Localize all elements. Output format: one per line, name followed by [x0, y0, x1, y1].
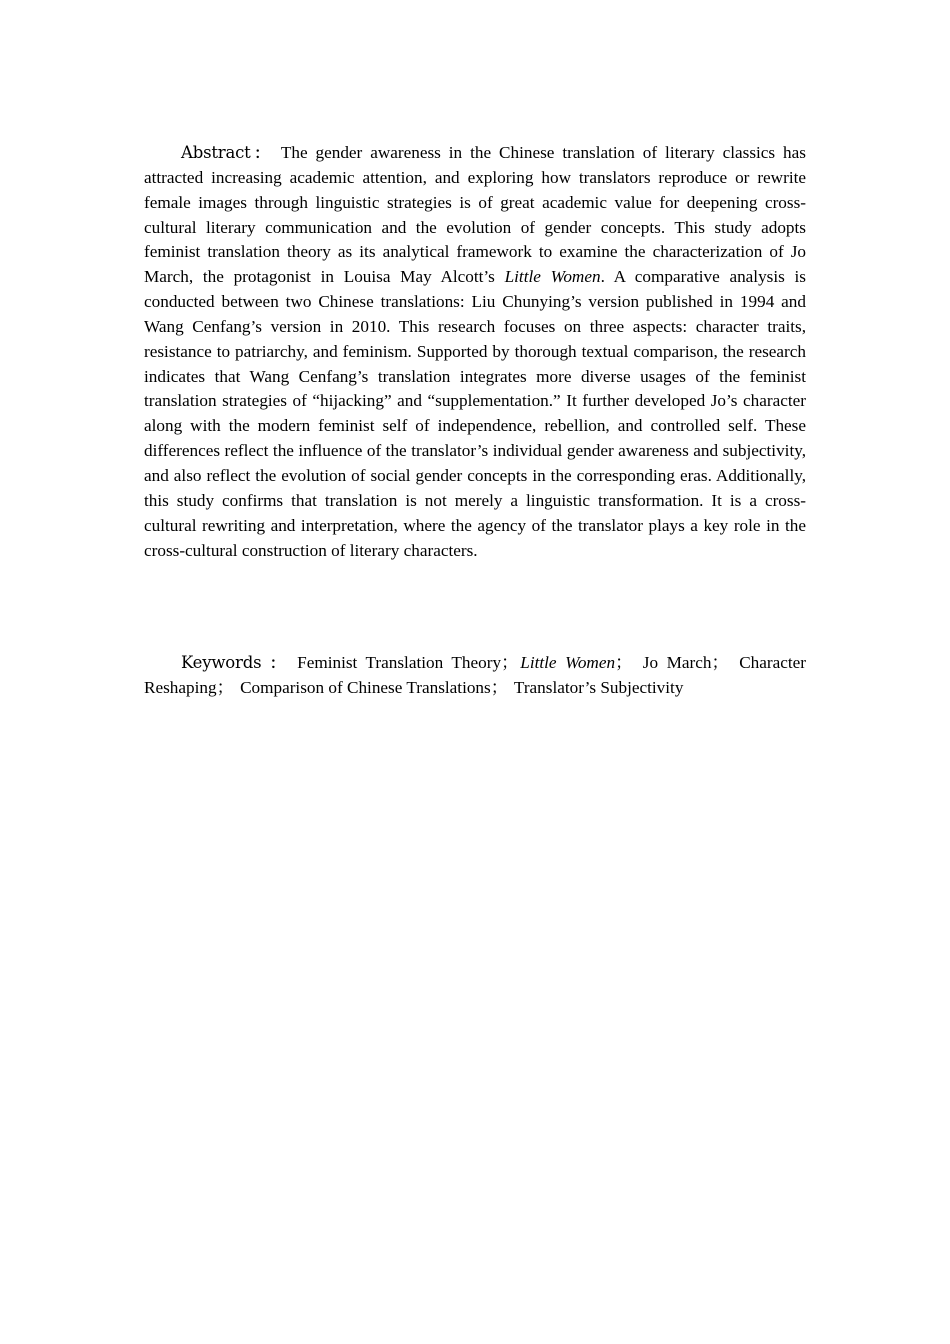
keywords-label: Keywords	[181, 653, 262, 672]
keyword-separator: ；	[501, 653, 519, 672]
abstract-book-title: Little Women	[504, 267, 601, 287]
abstract-colon: ：	[250, 144, 273, 162]
keywords-paragraph	[144, 651, 806, 701]
keyword-separator: ；	[490, 677, 508, 697]
keyword-item: Little Women	[520, 653, 616, 672]
keyword-item: Translator’s Subjectivity	[513, 677, 684, 697]
keyword-item: Character Reshaping	[144, 653, 806, 697]
keyword-item: Comparison of Chinese Translations	[240, 677, 491, 697]
abstract-text-part2: . A comparative analysis is conducted between two Chinese translations: Liu Chunying’s version published in 1994 and Wang Cenfang’s version in 2010. This research focuses on three aspects: character traits, resistance to patriarchy, and feminism. Supported by thorough textual comparison, the research indicates that Wang Cenfang’s translation integrates more diverse usages of the feminist translation strategies of “hijacking” and “supplementation.” It further developed Jo’s character along with the modern feminist self of independence, rebellion, and controlled self. These differences reflect the influence of the translator’s individual gender awareness and subjectivity, and also reflect the evolution of social gender concepts in the corresponding eras. Additionally, this study confirms that translation is not merely a linguistic transformation. It is a cross-cultural rewriting and interpretation, where the agency of the translator plays a key role in the cross-cultural construction of literary characters.	[144, 267, 806, 560]
keyword-item: Jo March	[642, 653, 712, 672]
keyword-separator: ；	[711, 653, 729, 672]
keywords-colon: ：	[269, 654, 290, 672]
abstract-text-part1: The gender awareness in the Chinese translation of literary classics has attracted increasing academic attention, and exploring how translators reproduce or rewrite female images through linguistic strategies is of great academic value for deepening cross-cultural literary communication and the evolution of gender concepts. This study adopts feminist translation theory as its analytical framework to examine the characterization of Jo March, the protagonist in Louisa May Alcott’s	[144, 143, 806, 287]
abstract-label: Abstract	[181, 143, 251, 162]
keyword-separator: ；	[615, 653, 633, 672]
keyword-separator: ；	[216, 677, 234, 697]
keyword-item: Feminist Translation Theory	[297, 653, 502, 672]
abstract-paragraph	[144, 141, 806, 563]
